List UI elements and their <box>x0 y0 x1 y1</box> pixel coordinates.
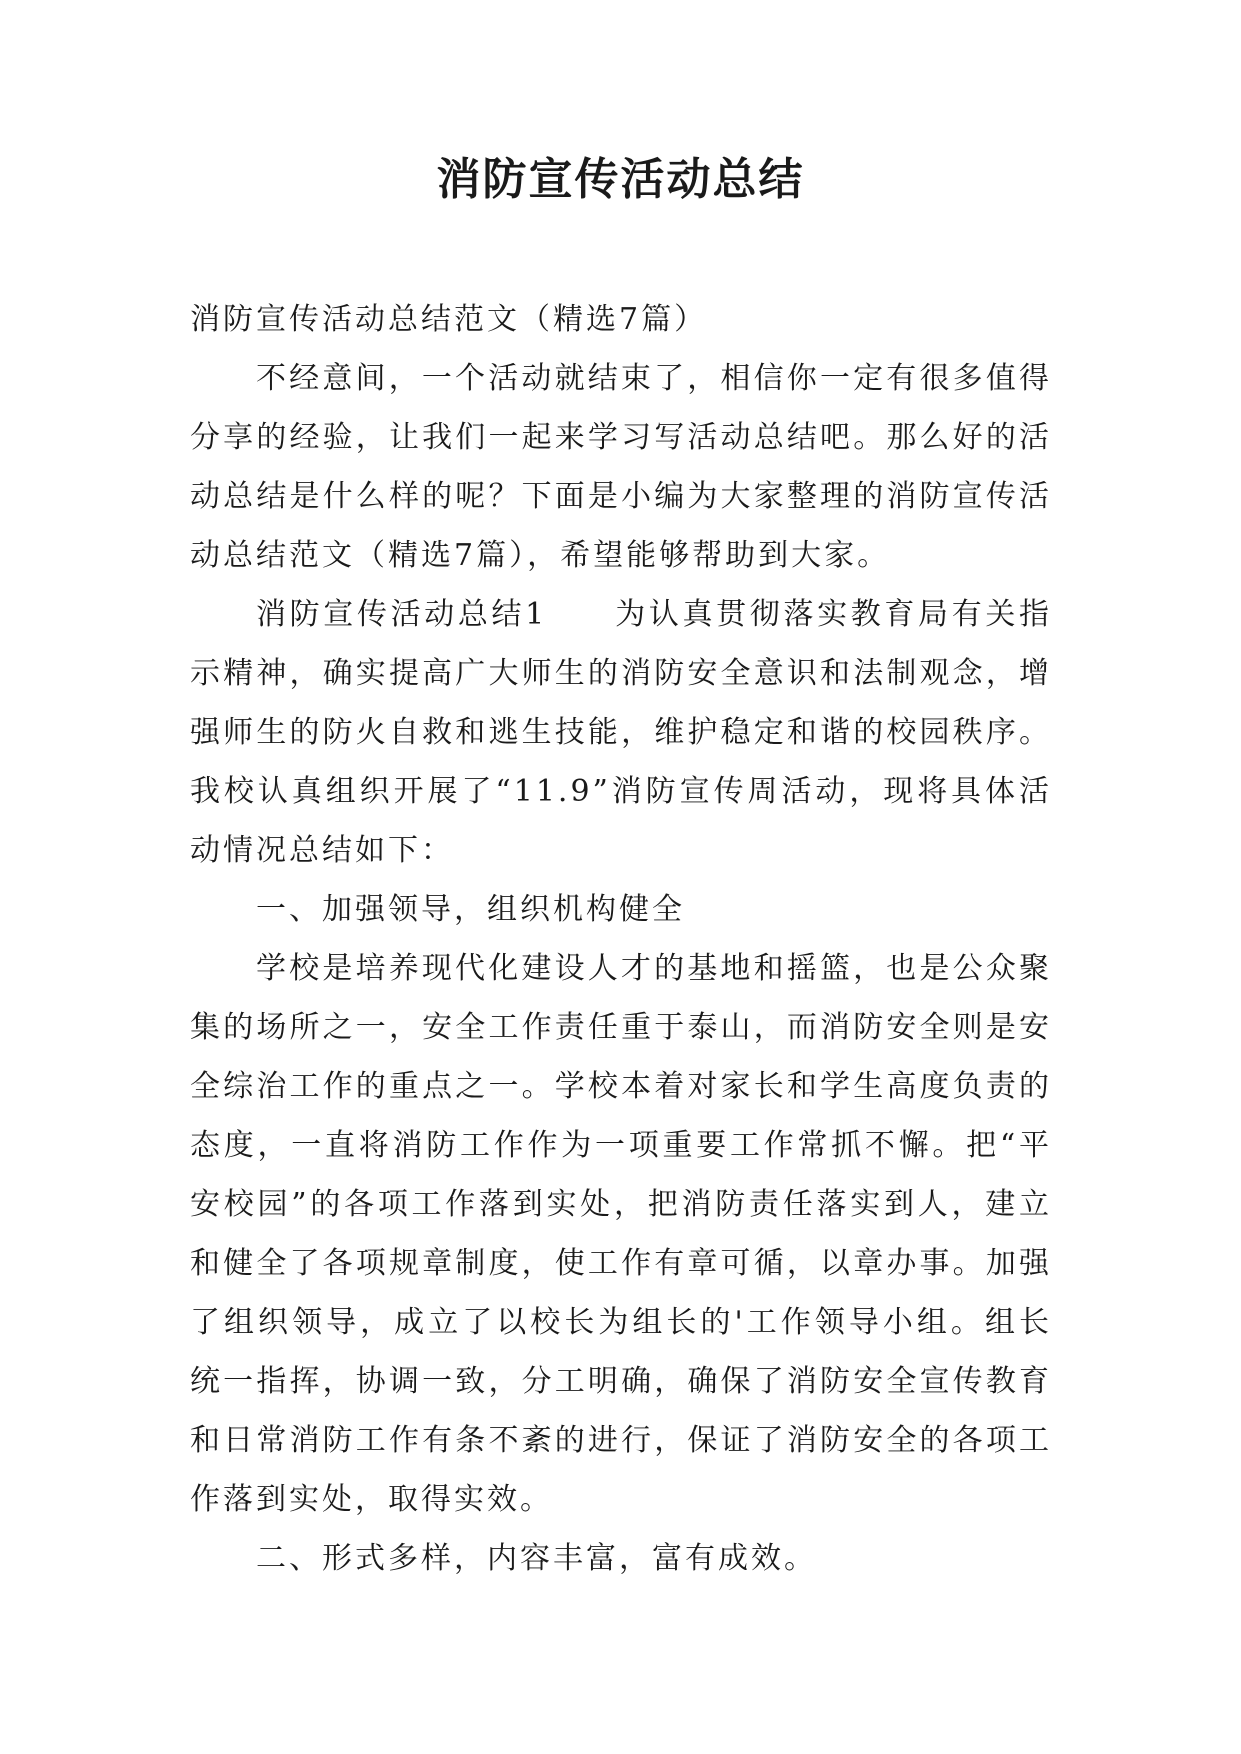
intro-paragraph: 不经意间，一个活动就结束了，相信你一定有很多值得分享的经验，让我们一起来学习写活动总结吧。那么好的活动总结是什么样的呢？下面是小编为大家整理的消防宣传活动总结范文（精选7篇），希望能够帮助到大家。 <box>190 361 1052 573</box>
document-title: 消防宣传活动总结 <box>436 154 805 205</box>
section-heading-1: 一、加强领导，组织机构健全 <box>256 892 685 927</box>
section-heading-2: 二、形式多样，内容丰富，富有成效。 <box>256 1541 817 1576</box>
summary-1-paragraph: 消防宣传活动总结1 为认真贯彻落实教育局有关指示精神，确实提高广大师生的消防安全意识和法制观念，增强师生的防火自救和逃生技能，维护稳定和谐的校园秩序。我校认真组织开展了“11.9”消防宣传周活动，现将具体活动情况总结如下： <box>190 597 1052 868</box>
document-body <box>190 290 1052 1588</box>
section-1-paragraph: 学校是培养现代化建设人才的基地和摇篮，也是公众聚集的场所之一，安全工作责任重于泰山，而消防安全则是安全综治工作的重点之一。学校本着对家长和学生高度负责的态度，一直将消防工作作为一项重要工作常抓不懈。把“平安校园”的各项工作落到实处，把消防责任落实到人，建立和健全了各项规章制度，使工作有章可循，以章办事。加强了组织领导，成立了以校长为组长的'工作领导小组。组长统一指挥，协调一致，分工明确，确保了消防安全宣传教育和日常消防工作有条不紊的进行，保证了消防安全的各项工作落到实处，取得实效。 <box>190 951 1052 1517</box>
subtitle-paragraph: 消防宣传活动总结范文（精选7篇） <box>190 302 708 337</box>
